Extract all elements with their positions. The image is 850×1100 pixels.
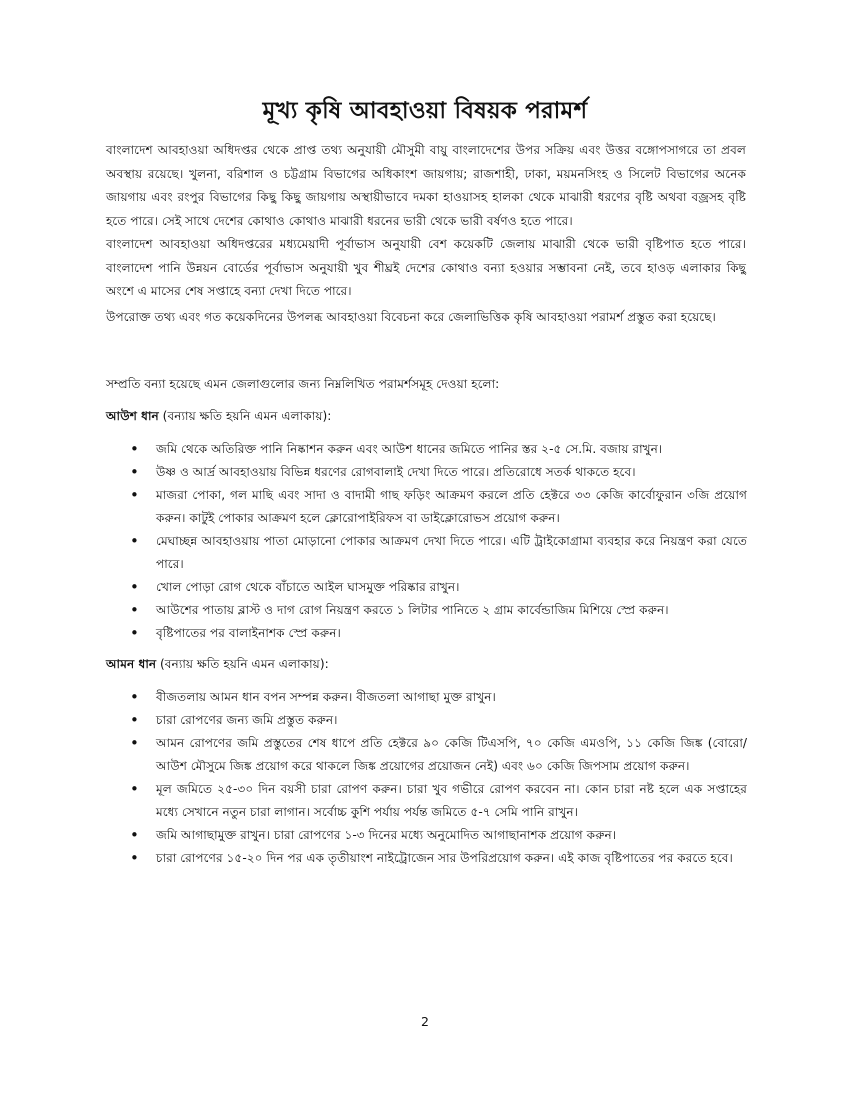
list-item: • জমি থেকে অতিরিক্ত পানি নিষ্কাশন করুন এবং আউশ ধানের জমিতে পানির স্তর ২-৫ সে.মি. বজায় রাখুন। xyxy=(106,438,747,461)
aus-advice-list xyxy=(106,438,747,645)
paragraph-flood-forecast: বাংলাদেশ আবহাওয়া অধিদপ্তরের মধ্যমেয়াদী পূর্বাভাস অনুযায়ী বেশ কয়েকটি জেলায় মাঝারী থেকে ভারী বৃষ্টিপাত হতে পারে। বাংলাদেশ পানি উন্নয়ন বোর্ডের পূর্বাভাস অনুযায়ী খুব শীঘ্রই দেশের কোথাও বন্যা হওয়ার সম্ভাবনা নেই, তবে হাওড় এলাকার কিছু অংশে এ মাসের শেষ সপ্তাহে বন্যা দেখা দিতে পারে। xyxy=(106,237,746,298)
page-title: মূখ্য কৃষি আবহাওয়া বিষয়ক পরামর্শ xyxy=(262,98,588,124)
aman-heading-note: (বন্যায় ক্ষতি হয়নি এমন এলাকায়): xyxy=(156,657,329,671)
advisory-intro: সম্প্রতি বন্যা হয়েছে এমন জেলাগুলোর জন্য নিম্নলিখিত পরামর্শসমূহ দেওয়া হলো: xyxy=(106,377,500,391)
list-item: • বীজতলায় আমন ধান বপন সম্পন্ন করুন। বীজতলা আগাছা মুক্ত রাখুন। xyxy=(106,686,747,709)
list-item: • বৃষ্টিপাতের পর বালাইনাশক স্প্রে করুন। xyxy=(106,622,747,645)
list-item: • মেঘাচ্ছন্ন আবহাওয়ায় পাতা মোড়ানো পোকার আক্রমণ দেখা দিতে পারে। এটি ট্রাইকোগ্রামা ব্যবহার করে নিয়ন্ত্রণ করা যেতে পারে। xyxy=(106,530,747,576)
section-heading-aman xyxy=(106,653,746,676)
list-item: • চারা রোপণের ১৫-২০ দিন পর এক তৃতীয়াংশ নাইট্রোজেন সার উপরিপ্রয়োগ করুন। এই কাজ বৃষ্টিপাতের পর করতে হবে। xyxy=(106,847,747,870)
paragraph-advisory-basis: উপরোক্ত তথ্য এবং গত কয়েকদিনের উপলব্ধ আবহাওয়া বিবেচনা করে জেলাভিত্তিক কৃষি আবহাওয়া পরামর্শ প্রস্তুত করা হয়েছে। xyxy=(106,310,716,324)
list-item: • মূল জমিতে ২৫-৩০ দিন বয়সী চারা রোপণ করুন। চারা খুব গভীরে রোপণ করবেন না। কোন চারা নষ্ট হলে এক সপ্তাহের মধ্যে সেখানে নতুন চারা লাগান। সর্বোচ্চ কুশি পর্যায় পর্যন্ত জমিতে ৫-৭ সেমি পানি রাখুন। xyxy=(106,778,747,824)
aus-heading-note: (বন্যায় ক্ষতি হয়নি এমন এলাকায়): xyxy=(158,409,332,423)
aman-heading-label: আমন ধান xyxy=(106,657,157,671)
list-item: • জমি আগাছামুক্ত রাখুন। চারা রোপণের ১-৩ দিনের মধ্যে অনুমোদিত আগাছানাশক প্রয়োগ করুন। xyxy=(106,824,747,847)
list-item: • খোল পোড়া রোগ থেকে বাঁচাতে আইল ঘাসমুক্ত পরিষ্কার রাখুন। xyxy=(106,576,747,599)
aus-heading-label: আউশ ধান xyxy=(106,409,159,423)
page-number: 2 xyxy=(421,1014,429,1029)
list-item: • আমন রোপণের জমি প্রস্তুতের শেষ ধাপে প্রতি হেক্টরে ৯০ কেজি টিএসপি, ৭০ কেজি এমওপি, ১১ কেজি জিঙ্ক (বোরো/আউশ মৌসুমে জিঙ্ক প্রয়োগ করে থাকলে জিঙ্ক প্রয়োগের প্রয়োজন নেই) এবং ৬০ কেজি জিপসাম প্রয়োগ করুন। xyxy=(106,732,747,778)
paragraph-weather-outlook: বাংলাদেশ আবহাওয়া অধিদপ্তর থেকে প্রাপ্ত তথ্য অনুযায়ী মৌসুমী বায়ু বাংলাদেশের উপর সক্রিয় এবং উত্তর বঙ্গোপসাগরে তা প্রবল অবস্থায় রয়েছে। খুলনা, বরিশাল ও চট্টগ্রাম বিভাগের অধিকাংশ জায়গায়; রাজশাহী, ঢাকা, ময়মনসিংহ ও সিলেট বিভাগের অনেক জায়গায় এবং রংপুর বিভাগের কিছু কিছু জায়গায় অস্থায়ীভাবে দমকা হাওয়াসহ হালকা থেকে মাঝারী ধরণের বৃষ্টি অথবা বজ্রসহ বৃষ্টি হতে পারে। সেই সাথে দেশের কোথাও কোথাও মাঝারী ধরনের ভারী থেকে ভারী বর্ষণও হতে পারে। xyxy=(106,143,746,228)
list-item: • উষ্ণ ও আর্দ্র আবহাওয়ায় বিভিন্ন ধরণের রোগবালাই দেখা দিতে পারে। প্রতিরোধে সতর্ক থাকতে হবে। xyxy=(106,461,747,484)
list-item: • চারা রোপণের জন্য জমি প্রস্তুত করুন। xyxy=(106,709,747,732)
section-heading-aus xyxy=(106,405,746,428)
list-item: • মাজরা পোকা, গল মাছি এবং সাদা ও বাদামী গাছ ফড়িং আক্রমণ করলে প্রতি হেক্টরে ৩৩ কেজি কার্বোফুরান ৩জি প্রয়োগ করুন। কাটুই পোকার আক্রমণ হলে ক্লোরোপাইরিফস বা ডাইক্লোরোভস প্রয়োগ করুন। xyxy=(106,484,747,530)
aman-advice-list xyxy=(106,686,747,870)
list-item: • আউশের পাতায় ব্লাস্ট ও দাগ রোগ নিয়ন্ত্রণ করতে ১ লিটার পানিতে ২ গ্রাম কার্বেন্ডাজিম মিশিয়ে স্প্রে করুন। xyxy=(106,599,747,622)
